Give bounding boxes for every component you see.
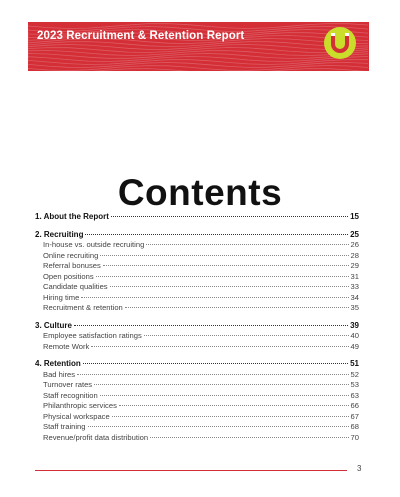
toc-label: Physical workspace <box>43 411 110 421</box>
toc-item[interactable] <box>35 293 359 304</box>
toc-item[interactable] <box>35 370 359 381</box>
dot-leader <box>83 363 348 364</box>
dot-leader <box>125 307 349 308</box>
toc-page-number: 68 <box>350 422 359 431</box>
toc-section[interactable] <box>35 212 359 223</box>
toc-label: Employee satisfaction ratings <box>43 331 142 340</box>
toc-item[interactable] <box>35 272 359 283</box>
page-number: 3 <box>357 464 362 473</box>
toc-item[interactable] <box>35 303 359 314</box>
toc-page-number: 70 <box>350 432 359 442</box>
toc-gap <box>35 352 359 359</box>
toc-label: Philanthropic services <box>43 401 117 410</box>
toc-label: 1. About the Report <box>35 212 109 221</box>
dot-leader <box>110 286 349 287</box>
toc-page-number: 67 <box>350 411 359 421</box>
toc-label: Online recruiting <box>43 250 99 260</box>
toc-section[interactable] <box>35 359 359 370</box>
toc-item[interactable] <box>35 391 359 402</box>
dot-leader <box>144 335 349 336</box>
dot-leader <box>100 255 348 256</box>
dot-leader <box>103 265 349 266</box>
dot-leader <box>112 416 349 417</box>
dot-leader <box>150 437 348 438</box>
toc-label: Referral bonuses <box>43 261 101 270</box>
dot-leader <box>94 384 348 385</box>
toc-label: Staff training <box>43 422 86 431</box>
toc-label: Staff recognition <box>43 390 98 400</box>
toc-gap <box>35 223 359 230</box>
toc-label: Bad hires <box>43 369 76 379</box>
toc-page-number: 66 <box>350 401 359 410</box>
toc-item[interactable] <box>35 401 359 412</box>
toc-page-number: 25 <box>350 229 359 239</box>
magnet-icon <box>323 26 357 60</box>
toc-item[interactable] <box>35 412 359 423</box>
toc-page-number: 39 <box>350 320 359 330</box>
toc-section[interactable] <box>35 230 359 241</box>
dot-leader <box>91 346 348 347</box>
toc-label: 4. Retention <box>35 359 81 368</box>
toc-page-number: 26 <box>350 240 359 249</box>
toc-page-number: 40 <box>350 331 359 340</box>
toc-item[interactable] <box>35 433 359 444</box>
toc-item[interactable] <box>35 282 359 293</box>
toc-page-number: 33 <box>350 282 359 291</box>
header-banner <box>28 22 369 71</box>
toc-section[interactable] <box>35 321 359 332</box>
dot-leader <box>81 297 348 298</box>
toc-item[interactable] <box>35 342 359 353</box>
toc-label: In-house vs. outside recruiting <box>43 240 145 249</box>
toc-page-number: 63 <box>350 390 359 400</box>
toc-label: 3. Culture <box>35 320 72 330</box>
dot-leader <box>119 405 349 406</box>
dot-leader <box>100 395 349 396</box>
toc-page-number: 52 <box>350 369 359 379</box>
dot-leader <box>88 426 349 427</box>
toc-item[interactable] <box>35 331 359 342</box>
dot-leader <box>111 216 348 217</box>
toc-label: Revenue/profit data distribution <box>43 432 149 442</box>
toc-item[interactable] <box>35 380 359 391</box>
toc-page-number: 53 <box>350 380 359 389</box>
toc-page-number: 29 <box>350 261 359 270</box>
toc-label: Recruitment & retention <box>43 303 123 312</box>
toc-item[interactable] <box>35 422 359 433</box>
toc-label: Remote Work <box>43 341 90 351</box>
report-title: 2023 Recruitment & Retention Report <box>37 30 245 42</box>
page-title: Contents <box>117 172 283 213</box>
toc-item[interactable] <box>35 240 359 251</box>
toc-page-number: 49 <box>350 341 359 351</box>
toc-page-number: 35 <box>350 303 359 312</box>
toc-page-number: 34 <box>350 292 359 302</box>
dot-leader <box>96 276 349 277</box>
table-of-contents <box>35 212 359 443</box>
toc-page-number: 51 <box>350 359 359 368</box>
dot-leader <box>74 325 348 326</box>
toc-page-number: 15 <box>350 212 359 221</box>
footer-divider <box>35 470 347 471</box>
dot-leader <box>85 234 348 235</box>
dot-leader <box>77 374 348 375</box>
toc-item[interactable] <box>35 251 359 262</box>
toc-label: Turnover rates <box>43 380 93 389</box>
toc-page-number: 28 <box>350 250 359 260</box>
toc-label: Candidate qualities <box>43 282 108 291</box>
toc-gap <box>35 314 359 321</box>
toc-item[interactable] <box>35 261 359 272</box>
toc-label: Open positions <box>43 271 94 281</box>
dot-leader <box>146 244 348 245</box>
toc-label: 2. Recruiting <box>35 229 84 239</box>
toc-page-number: 31 <box>350 271 359 281</box>
toc-label: Hiring time <box>43 292 80 302</box>
